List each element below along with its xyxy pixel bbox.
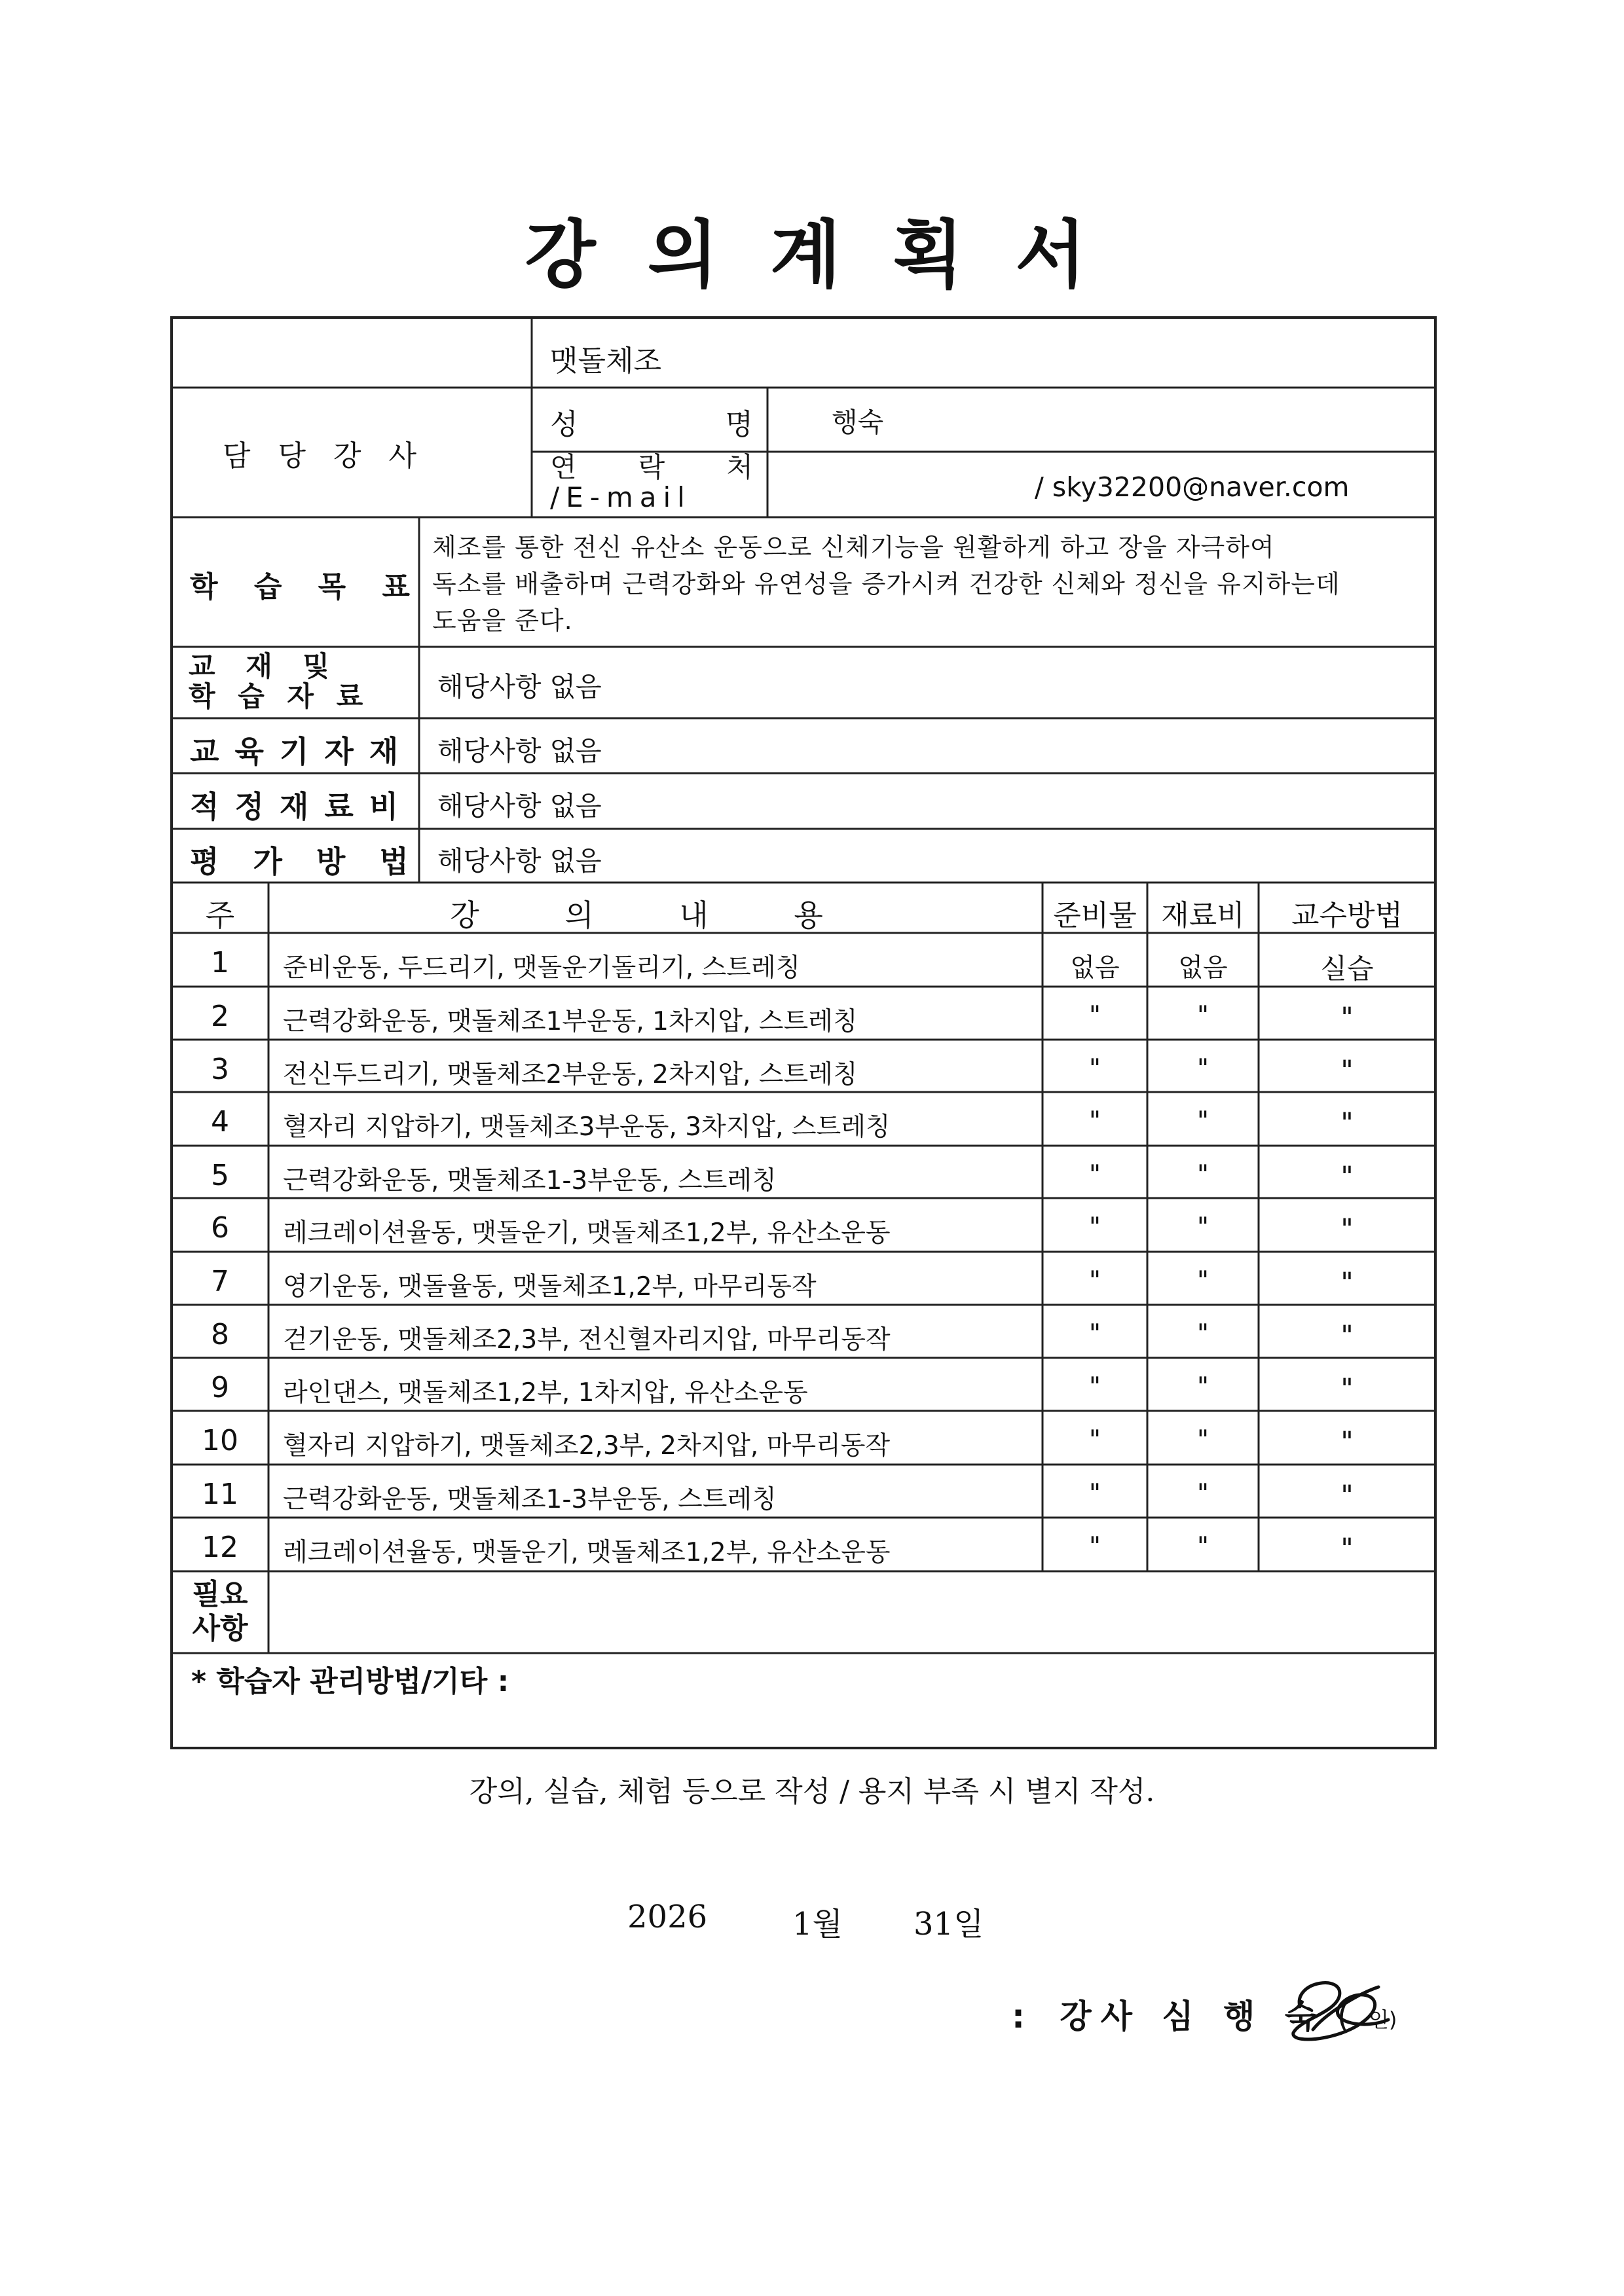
row-prep: " (1089, 1319, 1101, 1349)
row-cost: " (1197, 1212, 1209, 1242)
row-content: 혈자리 지압하기, 맷돌체조3부운동, 3차지압, 스트레칭 (283, 1112, 891, 1142)
row-prep: " (1089, 1001, 1101, 1030)
requirements-label-2: 사항 (192, 1612, 248, 1645)
row-week: 10 (202, 1424, 238, 1457)
row-method: 실습 (1320, 953, 1374, 985)
row-week: 7 (211, 1265, 229, 1298)
row-cost: 없음 (1178, 953, 1228, 983)
row-cost: " (1197, 1319, 1209, 1349)
materials-label-1: 교 재 및 (189, 650, 340, 682)
materials-value: 해당사항 없음 (437, 671, 602, 702)
row-prep: " (1089, 1372, 1101, 1402)
row-method: " (1340, 1372, 1354, 1404)
row-content: 근력강화운동, 맷돌체조1-3부운동, 스트레칭 (283, 1166, 777, 1195)
header-cost: 재료비 (1161, 899, 1245, 932)
row-week: 8 (211, 1318, 229, 1351)
row-content: 근력강화운동, 맷돌체조1-3부운동, 스트레칭 (283, 1485, 777, 1514)
document-title: 강 의 계 획 서 (525, 213, 1099, 298)
row-week: 12 (202, 1531, 238, 1564)
row-cost: " (1197, 1054, 1209, 1084)
row-cost: " (1197, 1001, 1209, 1030)
objective-line: 도움을 준다. (432, 606, 573, 635)
objective-text (432, 529, 1340, 639)
row-prep: " (1089, 1054, 1101, 1084)
row-cost: " (1197, 1479, 1209, 1508)
contact-label-1: 연 락 처 (550, 451, 753, 483)
instructor-name: 행숙 (832, 407, 884, 438)
row-cost: " (1197, 1425, 1209, 1455)
learner-mgmt-label: * 학습자 관리방법/기타 : (191, 1665, 509, 1698)
row-week: 4 (211, 1105, 229, 1139)
row-method: " (1340, 1001, 1354, 1033)
objective-line: 체조를 통한 전신 유산소 운동으로 신체기능을 원활하게 하고 장을 자극하여 (432, 533, 1275, 562)
row-prep: " (1089, 1106, 1101, 1136)
date-year: 2026 (627, 1899, 708, 1935)
row-cost: " (1197, 1266, 1209, 1296)
row-prep: 없음 (1070, 953, 1120, 983)
evaluation-value: 해당사항 없음 (437, 845, 602, 877)
row-prep: " (1089, 1212, 1101, 1242)
evaluation-label: 평 가 방 법 (190, 844, 420, 879)
date-month: 1월 (792, 1906, 843, 1942)
row-prep: " (1089, 1160, 1101, 1190)
row-week: 6 (211, 1211, 229, 1245)
materials-label-2: 학 습 자 료 (189, 680, 370, 712)
signature-prefix: : (1012, 1997, 1025, 2035)
header-prep: 준비물 (1053, 899, 1137, 932)
equipment-label: 교 육 기 자 재 (190, 734, 401, 769)
requirements-label (172, 1578, 268, 1646)
row-method: " (1340, 1106, 1354, 1139)
instructor-label: 담 당 강 사 (223, 439, 426, 473)
material-cost-value: 해당사항 없음 (437, 790, 602, 822)
row-method: " (1340, 1212, 1354, 1245)
row-week: 5 (211, 1159, 229, 1192)
row-content: 영기운동, 맷돌율동, 맷돌체조1,2부, 마무리동작 (283, 1272, 817, 1302)
row-prep: " (1089, 1266, 1101, 1296)
row-week: 3 (211, 1053, 229, 1086)
material-cost-label: 적 정 재 료 비 (190, 789, 401, 824)
row-week: 11 (202, 1478, 238, 1511)
row-cost: " (1197, 1532, 1209, 1561)
row-week: 2 (211, 1000, 229, 1033)
row-cost: " (1197, 1372, 1209, 1402)
footer-note: 강의, 실습, 체험 등으로 작성 / 용지 부족 시 별지 작성. (469, 1775, 1155, 1808)
contact-value: / sky32200@naver.com (1035, 471, 1350, 503)
handwritten-signature (1274, 1967, 1411, 2052)
row-content: 라인댄스, 맷돌체조1,2부, 1차지압, 유산소운동 (283, 1378, 808, 1408)
row-content: 레크레이션율동, 맷돌운기, 맷돌체조1,2부, 유산소운동 (283, 1538, 891, 1567)
contact-label-2: /E-mail (550, 481, 692, 513)
row-prep: " (1089, 1479, 1101, 1508)
equipment-value: 해당사항 없음 (437, 735, 602, 767)
objective-label: 학 습 목 표 (190, 570, 423, 604)
row-content: 걷기운동, 맷돌체조2,3부, 전신혈자리지압, 마무리동작 (283, 1325, 891, 1355)
row-cost: " (1197, 1106, 1209, 1136)
row-prep: " (1089, 1532, 1101, 1561)
row-method: " (1340, 1425, 1354, 1457)
header-method: 교수방법 (1291, 899, 1403, 932)
header-content: 강 의 내 용 (450, 898, 861, 933)
row-content: 근력강화운동, 맷돌체조1부운동, 1차지압, 스트레칭 (283, 1007, 858, 1036)
course-name: 맷돌체조 (550, 344, 662, 378)
row-content: 레크레이션율동, 맷돌운기, 맷돌체조1,2부, 유산소운동 (283, 1218, 891, 1248)
row-method: " (1340, 1054, 1354, 1086)
row-content: 혈자리 지압하기, 맷돌체조2,3부, 2차지압, 마무리동작 (283, 1431, 891, 1461)
row-method: " (1340, 1479, 1354, 1511)
row-prep: " (1089, 1425, 1101, 1455)
row-content: 준비운동, 두드리기, 맷돌운기돌리기, 스트레칭 (283, 953, 801, 983)
requirements-label-1: 필요 (192, 1578, 248, 1611)
name-label: 성 명 (550, 408, 753, 441)
row-cost: " (1197, 1160, 1209, 1190)
row-method: " (1340, 1319, 1354, 1351)
signature-seal-text: 인) (1369, 2007, 1397, 2032)
row-method: " (1340, 1266, 1354, 1298)
date-day: 31일 (913, 1906, 984, 1942)
signature-seal-open: ( (1337, 1997, 1350, 2035)
row-week: 1 (211, 946, 229, 979)
objective-line: 독소를 배출하며 근력강화와 유연성을 증가시켜 건강한 신체와 정신을 유지하는데 (432, 570, 1340, 598)
row-content: 전신두드리기, 맷돌체조2부운동, 2차지압, 스트레칭 (283, 1060, 858, 1089)
header-week: 주 (205, 898, 235, 933)
row-week: 9 (211, 1371, 229, 1404)
signature-label: 강사 심 행 숙 (1060, 1997, 1326, 2035)
row-method: " (1340, 1160, 1354, 1192)
row-method: " (1340, 1532, 1354, 1564)
